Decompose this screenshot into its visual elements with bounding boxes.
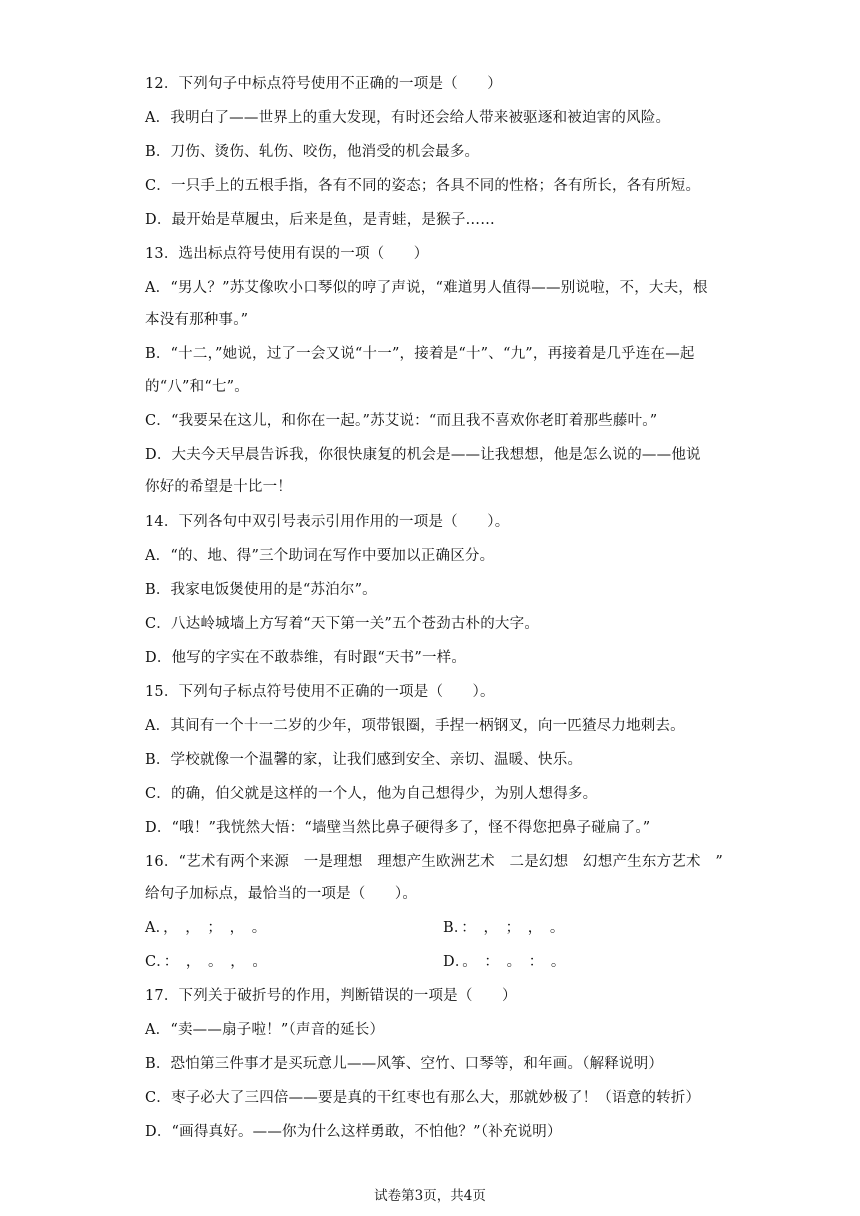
- question-12-stem: 12．下列句子中标点符号使用不正确的一项是（ ）: [145, 76, 502, 92]
- question-13-option-b-cont: 的“八”和“七”。: [145, 379, 249, 395]
- question-17-option-b: B．恐怕第三件事才是买玩意儿——风筝、空竹、口琴等，和年画。（解释说明）: [145, 1056, 664, 1072]
- question-17-option-a: A．“卖——扇子啦！”（声音的延长）: [145, 1022, 385, 1038]
- question-15-option-a: A．其间有一个十一二岁的少年，项带银圈，手捏一柄钢叉，向一匹猹尽力地刺去。: [145, 718, 685, 734]
- question-16-stem-cont: 给句子加标点，最恰当的一项是（ ）。: [145, 886, 418, 902]
- question-14-stem: 14．下列各句中双引号表示引用作用的一项是（ ）。: [145, 514, 510, 530]
- question-13-option-a-cont: 本没有那种事。”: [145, 312, 249, 328]
- question-13-option-b: B．“十二，”她说，过了一会又说“十一”，接着是“十”、“九”，再接着是几乎连在—起: [145, 346, 695, 362]
- question-13-option-d-cont: 你好的希望是十比一！: [145, 479, 292, 495]
- question-14-option-c: C．八达岭城墙上方写着“天下第一关”五个苍劲古朴的大字。: [145, 616, 540, 632]
- question-13-option-c: C．“我要呆在这儿，和你在一起。”苏艾说：“而且我不喜欢你老盯着那些藤叶。”: [145, 413, 658, 429]
- question-14-option-b: B．我家电饭煲使用的是“苏泊尔”。: [145, 582, 377, 598]
- page-footer: 试卷第3页，共4页: [374, 1188, 486, 1204]
- question-15-option-b: B．学校就像一个温馨的家，让我们感到安全、亲切、温暖、快乐。: [145, 752, 583, 768]
- question-17-stem: 17．下列关于破折号的作用，判断错误的一项是（ ）: [145, 988, 517, 1004]
- question-13-stem: 13．选出标点符号使用有误的一项（ ）: [145, 246, 429, 262]
- question-15-option-d: D．“哦！”我恍然大悟：“墙壁当然比鼻子硬得多了，怪不得您把鼻子碰扁了。”: [145, 820, 651, 836]
- question-14-option-d: D．他写的字实在不敢恭维，有时跟“天书”一样。: [145, 650, 467, 666]
- question-15-stem: 15．下列句子标点符号使用不正确的一项是（ ）。: [145, 684, 495, 700]
- question-14-option-a: A．“的、地、得”三个助词在写作中要加以正确区分。: [145, 548, 495, 564]
- question-12-option-c: C．一只手上的五根手指，各有不同的姿态；各具不同的性格；各有所长，各有所短。: [145, 178, 701, 194]
- question-15-option-c: C．的确，伯父就是这样的一个人，他为自己想得少，为别人想得多。: [145, 786, 598, 802]
- question-16-option-d: D．。 ： 。 ： 。: [443, 954, 566, 970]
- question-13-option-d: D．大夫今天早晨告诉我，你很快康复的机会是——让我想想，他是怎么说的——他说: [145, 447, 701, 463]
- question-12-option-a: A．我明白了——世界上的重大发现，有时还会给人带来被驱逐和被迫害的风险。: [145, 110, 671, 126]
- question-12-option-b: B．刀伤、烫伤、轧伤、咬伤，他消受的机会最多。: [145, 144, 480, 160]
- question-16-option-c: C．： ， 。 ， 。: [145, 954, 268, 970]
- question-16-stem: 16．“艺术有两个来源 一是理想 理想产生欧洲艺术 二是幻想 幻想产生东方艺术 ”: [145, 854, 723, 870]
- question-12-option-d: D．最开始是草履虫，后来是鱼，是青蛙，是猴子……: [145, 212, 495, 228]
- question-17-option-c: C．枣子必大了三四倍——要是真的干红枣也有那么大，那就妙极了！（语意的转折）: [145, 1090, 701, 1106]
- question-16-option-b: B．： ， ； ， 。: [443, 920, 565, 936]
- question-17-option-d: D．“画得真好。——你为什么这样勇敢，不怕他？”（补充说明）: [145, 1124, 562, 1140]
- question-16-option-a: A．， ， ； ， 。: [145, 920, 267, 936]
- question-13-option-a: A．“男人？”苏艾像吹小口琴似的哼了声说，“难道男人值得——别说啦，不，大夫，根: [145, 280, 708, 296]
